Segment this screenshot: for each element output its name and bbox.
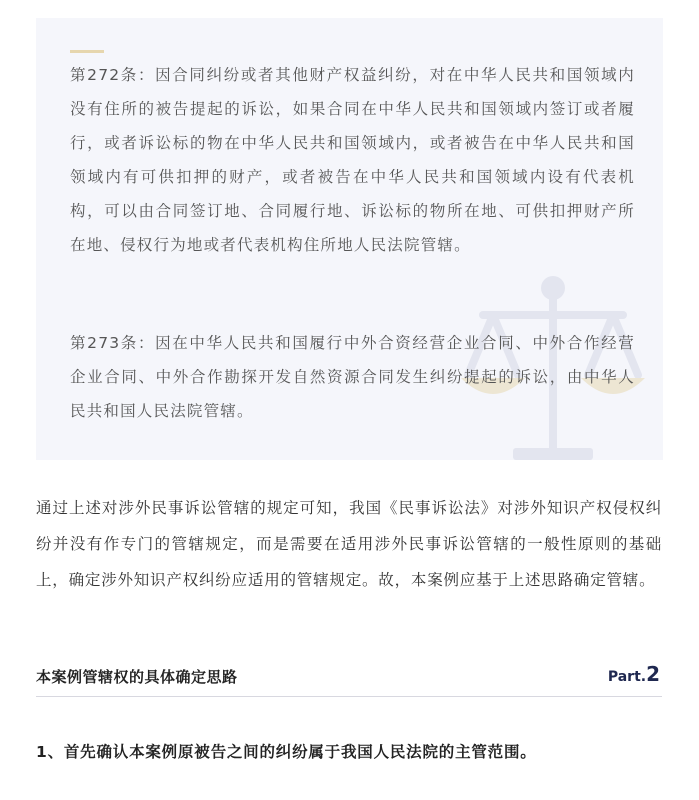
point-1-heading: 1、首先确认本案例原被告之间的纠纷属于我国人民法院的主管范围。 [36,743,537,761]
section-title: 本案例管辖权的具体确定思路 [36,668,238,686]
legal-quote-box [36,18,663,460]
article-273-text: 第273条：因在中华人民共和国履行中外合资经营企业合同、中外合作经营企业合同、中外合作勘探开发自然资源合同发生纠纷提起的诉讼，由中华人民共和国人民法院管辖。 [70,334,635,420]
body-paragraph: 通过上述对涉外民事诉讼管辖的规定可知，我国《民事诉讼法》对涉外知识产权侵权纠纷并没有作专门的管辖规定，而是需要在适用涉外民事诉讼管辖的一般性原则的基础上，确定涉外知识产权纠纷应适用的管辖规定。故，本案例应基于上述思路确定管辖。 [36,499,662,589]
article-272-text: 第272条：因合同纠纷或者其他财产权益纠纷，对在中华人民共和国领域内没有住所的被告提起的诉讼，如果合同在中华人民共和国领域内签订或者履行，或者诉讼标的物在中华人民共和国领域内，或者被告在中华人民共和国领域内有可供扣押的财产，或者被告在中华人民共和国领域内设有代表机构，可以由合同签订地、合同履行地、诉讼标的物所在地、可供扣押财产所在地、侵权行为地或者代表机构住所地人民法院管辖。 [70,66,635,254]
quote-accent-bar [70,50,104,53]
part-prefix: Part. [607,669,647,685]
part-number: 2 [646,662,660,686]
part-label [608,662,660,686]
section-header [36,662,662,697]
